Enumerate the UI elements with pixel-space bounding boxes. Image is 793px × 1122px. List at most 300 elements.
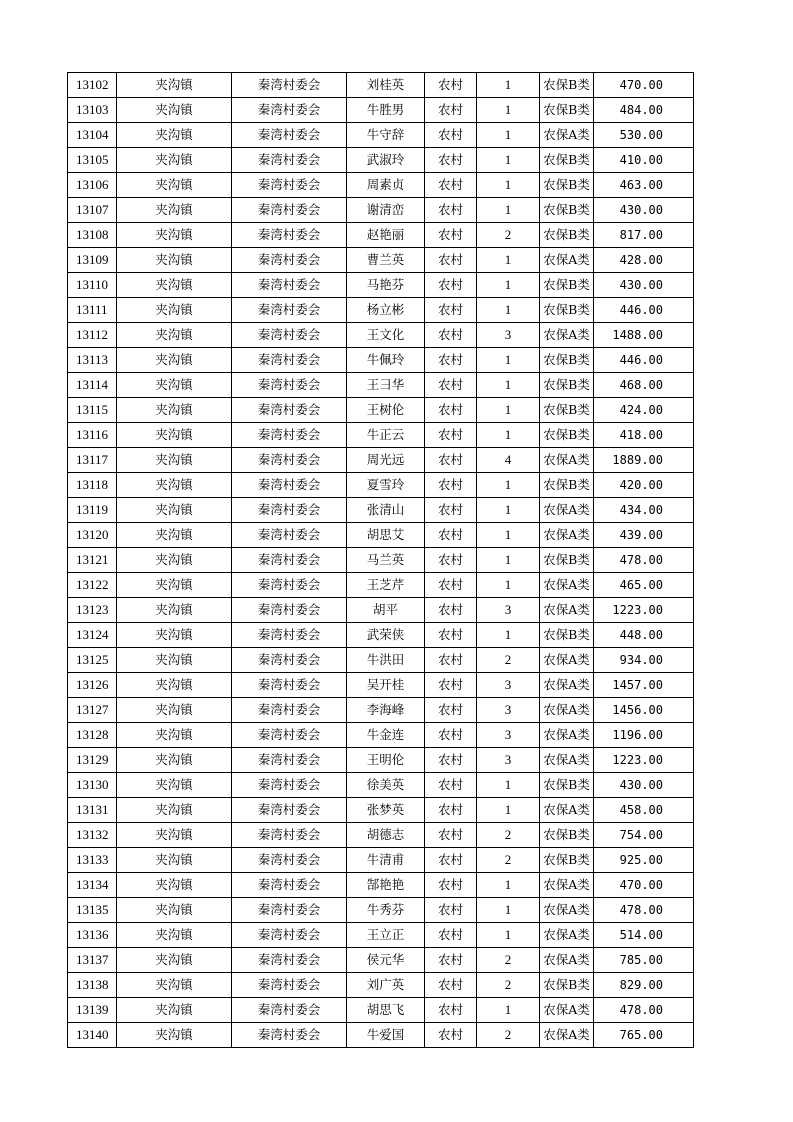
table-row xyxy=(68,348,694,373)
serial-number-cell: 13116 xyxy=(68,423,117,448)
serial-number-cell: 13133 xyxy=(68,848,117,873)
household-count-cell: 1 xyxy=(477,498,540,523)
amount-cell: 428.00 xyxy=(594,248,694,273)
category-cell: 农保A类 xyxy=(540,923,594,948)
person-name-cell: 王明伦 xyxy=(347,748,425,773)
area-type-cell: 农村 xyxy=(425,523,477,548)
table-row xyxy=(68,73,694,98)
area-type-cell: 农村 xyxy=(425,548,477,573)
household-count-cell: 1 xyxy=(477,98,540,123)
table-row xyxy=(68,948,694,973)
category-cell: 农保B类 xyxy=(540,973,594,998)
person-name-cell: 王立正 xyxy=(347,923,425,948)
serial-number-cell: 13136 xyxy=(68,923,117,948)
area-type-cell: 农村 xyxy=(425,573,477,598)
table-row xyxy=(68,898,694,923)
serial-number-cell: 13134 xyxy=(68,873,117,898)
person-name-cell: 张梦英 xyxy=(347,798,425,823)
household-count-cell: 1 xyxy=(477,373,540,398)
area-type-cell: 农村 xyxy=(425,598,477,623)
person-name-cell: 牛守辞 xyxy=(347,123,425,148)
amount-cell: 478.00 xyxy=(594,548,694,573)
amount-cell: 934.00 xyxy=(594,648,694,673)
town-cell: 夹沟镇 xyxy=(117,723,232,748)
amount-cell: 530.00 xyxy=(594,123,694,148)
person-name-cell: 曹兰英 xyxy=(347,248,425,273)
table-row xyxy=(68,498,694,523)
serial-number-cell: 13117 xyxy=(68,448,117,473)
category-cell: 农保B类 xyxy=(540,73,594,98)
person-name-cell: 牛爱国 xyxy=(347,1023,425,1048)
household-count-cell: 1 xyxy=(477,523,540,548)
amount-cell: 785.00 xyxy=(594,948,694,973)
person-name-cell: 王芝芹 xyxy=(347,573,425,598)
area-type-cell: 农村 xyxy=(425,673,477,698)
category-cell: 农保B类 xyxy=(540,423,594,448)
household-count-cell: 2 xyxy=(477,973,540,998)
table-row xyxy=(68,848,694,873)
town-cell: 夹沟镇 xyxy=(117,173,232,198)
serial-number-cell: 13138 xyxy=(68,973,117,998)
village-committee-cell: 秦湾村委会 xyxy=(232,223,347,248)
village-committee-cell: 秦湾村委会 xyxy=(232,348,347,373)
town-cell: 夹沟镇 xyxy=(117,573,232,598)
area-type-cell: 农村 xyxy=(425,898,477,923)
area-type-cell: 农村 xyxy=(425,748,477,773)
household-count-cell: 1 xyxy=(477,248,540,273)
category-cell: 农保A类 xyxy=(540,123,594,148)
table-row xyxy=(68,473,694,498)
area-type-cell: 农村 xyxy=(425,648,477,673)
amount-cell: 463.00 xyxy=(594,173,694,198)
town-cell: 夹沟镇 xyxy=(117,948,232,973)
area-type-cell: 农村 xyxy=(425,823,477,848)
serial-number-cell: 13132 xyxy=(68,823,117,848)
area-type-cell: 农村 xyxy=(425,873,477,898)
person-name-cell: 徐美英 xyxy=(347,773,425,798)
amount-cell: 478.00 xyxy=(594,898,694,923)
household-count-cell: 1 xyxy=(477,573,540,598)
village-committee-cell: 秦湾村委会 xyxy=(232,648,347,673)
category-cell: 农保B类 xyxy=(540,148,594,173)
village-committee-cell: 秦湾村委会 xyxy=(232,998,347,1023)
area-type-cell: 农村 xyxy=(425,848,477,873)
area-type-cell: 农村 xyxy=(425,473,477,498)
town-cell: 夹沟镇 xyxy=(117,598,232,623)
town-cell: 夹沟镇 xyxy=(117,923,232,948)
household-count-cell: 1 xyxy=(477,398,540,423)
category-cell: 农保A类 xyxy=(540,673,594,698)
table-row xyxy=(68,773,694,798)
table-row xyxy=(68,1023,694,1048)
amount-cell: 470.00 xyxy=(594,73,694,98)
amount-cell: 1457.00 xyxy=(594,673,694,698)
category-cell: 农保B类 xyxy=(540,373,594,398)
area-type-cell: 农村 xyxy=(425,698,477,723)
serial-number-cell: 13103 xyxy=(68,98,117,123)
town-cell: 夹沟镇 xyxy=(117,548,232,573)
village-committee-cell: 秦湾村委会 xyxy=(232,98,347,123)
town-cell: 夹沟镇 xyxy=(117,148,232,173)
serial-number-cell: 13107 xyxy=(68,198,117,223)
amount-cell: 1889.00 xyxy=(594,448,694,473)
category-cell: 农保A类 xyxy=(540,698,594,723)
household-count-cell: 1 xyxy=(477,923,540,948)
village-committee-cell: 秦湾村委会 xyxy=(232,823,347,848)
table-row xyxy=(68,623,694,648)
amount-cell: 1488.00 xyxy=(594,323,694,348)
person-name-cell: 胡德志 xyxy=(347,823,425,848)
area-type-cell: 农村 xyxy=(425,723,477,748)
amount-cell: 420.00 xyxy=(594,473,694,498)
category-cell: 农保A类 xyxy=(540,798,594,823)
person-name-cell: 周光远 xyxy=(347,448,425,473)
table-row xyxy=(68,298,694,323)
serial-number-cell: 13139 xyxy=(68,998,117,1023)
category-cell: 农保B类 xyxy=(540,773,594,798)
household-count-cell: 3 xyxy=(477,748,540,773)
town-cell: 夹沟镇 xyxy=(117,623,232,648)
table-row xyxy=(68,123,694,148)
household-count-cell: 2 xyxy=(477,948,540,973)
household-count-cell: 1 xyxy=(477,148,540,173)
amount-cell: 478.00 xyxy=(594,998,694,1023)
person-name-cell: 王彐华 xyxy=(347,373,425,398)
amount-cell: 765.00 xyxy=(594,1023,694,1048)
household-count-cell: 3 xyxy=(477,598,540,623)
amount-cell: 514.00 xyxy=(594,923,694,948)
amount-cell: 430.00 xyxy=(594,773,694,798)
household-count-cell: 1 xyxy=(477,873,540,898)
table-row xyxy=(68,698,694,723)
area-type-cell: 农村 xyxy=(425,73,477,98)
village-committee-cell: 秦湾村委会 xyxy=(232,473,347,498)
amount-cell: 470.00 xyxy=(594,873,694,898)
area-type-cell: 农村 xyxy=(425,948,477,973)
serial-number-cell: 13121 xyxy=(68,548,117,573)
table-row xyxy=(68,323,694,348)
serial-number-cell: 13119 xyxy=(68,498,117,523)
area-type-cell: 农村 xyxy=(425,123,477,148)
person-name-cell: 牛洪田 xyxy=(347,648,425,673)
person-name-cell: 王树伦 xyxy=(347,398,425,423)
town-cell: 夹沟镇 xyxy=(117,998,232,1023)
person-name-cell: 夏雪玲 xyxy=(347,473,425,498)
household-count-cell: 2 xyxy=(477,823,540,848)
village-committee-cell: 秦湾村委会 xyxy=(232,423,347,448)
amount-cell: 418.00 xyxy=(594,423,694,448)
category-cell: 农保A类 xyxy=(540,523,594,548)
village-committee-cell: 秦湾村委会 xyxy=(232,748,347,773)
amount-cell: 458.00 xyxy=(594,798,694,823)
category-cell: 农保A类 xyxy=(540,323,594,348)
household-count-cell: 1 xyxy=(477,273,540,298)
category-cell: 农保B类 xyxy=(540,298,594,323)
area-type-cell: 农村 xyxy=(425,198,477,223)
category-cell: 农保B类 xyxy=(540,548,594,573)
village-committee-cell: 秦湾村委会 xyxy=(232,723,347,748)
village-committee-cell: 秦湾村委会 xyxy=(232,873,347,898)
table-row xyxy=(68,98,694,123)
town-cell: 夹沟镇 xyxy=(117,498,232,523)
amount-cell: 410.00 xyxy=(594,148,694,173)
table-row xyxy=(68,748,694,773)
person-name-cell: 牛正云 xyxy=(347,423,425,448)
person-name-cell: 武淑玲 xyxy=(347,148,425,173)
serial-number-cell: 13108 xyxy=(68,223,117,248)
table-row xyxy=(68,248,694,273)
person-name-cell: 李海峰 xyxy=(347,698,425,723)
serial-number-cell: 13118 xyxy=(68,473,117,498)
table-row xyxy=(68,548,694,573)
category-cell: 农保A类 xyxy=(540,723,594,748)
amount-cell: 1196.00 xyxy=(594,723,694,748)
village-committee-cell: 秦湾村委会 xyxy=(232,598,347,623)
area-type-cell: 农村 xyxy=(425,798,477,823)
village-committee-cell: 秦湾村委会 xyxy=(232,848,347,873)
category-cell: 农保A类 xyxy=(540,248,594,273)
town-cell: 夹沟镇 xyxy=(117,848,232,873)
category-cell: 农保B类 xyxy=(540,173,594,198)
serial-number-cell: 13129 xyxy=(68,748,117,773)
town-cell: 夹沟镇 xyxy=(117,223,232,248)
village-committee-cell: 秦湾村委会 xyxy=(232,123,347,148)
serial-number-cell: 13122 xyxy=(68,573,117,598)
town-cell: 夹沟镇 xyxy=(117,398,232,423)
household-count-cell: 1 xyxy=(477,898,540,923)
serial-number-cell: 13111 xyxy=(68,298,117,323)
area-type-cell: 农村 xyxy=(425,498,477,523)
person-name-cell: 武荣侠 xyxy=(347,623,425,648)
area-type-cell: 农村 xyxy=(425,298,477,323)
town-cell: 夹沟镇 xyxy=(117,523,232,548)
table-row xyxy=(68,673,694,698)
category-cell: 农保A类 xyxy=(540,898,594,923)
town-cell: 夹沟镇 xyxy=(117,98,232,123)
serial-number-cell: 13106 xyxy=(68,173,117,198)
table-row xyxy=(68,573,694,598)
serial-number-cell: 13125 xyxy=(68,648,117,673)
amount-cell: 1223.00 xyxy=(594,598,694,623)
household-count-cell: 2 xyxy=(477,1023,540,1048)
town-cell: 夹沟镇 xyxy=(117,373,232,398)
category-cell: 农保B类 xyxy=(540,198,594,223)
amount-cell: 1456.00 xyxy=(594,698,694,723)
category-cell: 农保B类 xyxy=(540,473,594,498)
table-row xyxy=(68,648,694,673)
town-cell: 夹沟镇 xyxy=(117,348,232,373)
amount-cell: 925.00 xyxy=(594,848,694,873)
serial-number-cell: 13109 xyxy=(68,248,117,273)
table-row xyxy=(68,148,694,173)
town-cell: 夹沟镇 xyxy=(117,898,232,923)
category-cell: 农保B类 xyxy=(540,98,594,123)
category-cell: 农保B类 xyxy=(540,623,594,648)
table-row xyxy=(68,173,694,198)
category-cell: 农保B类 xyxy=(540,273,594,298)
town-cell: 夹沟镇 xyxy=(117,323,232,348)
table-row xyxy=(68,273,694,298)
serial-number-cell: 13124 xyxy=(68,623,117,648)
category-cell: 农保B类 xyxy=(540,348,594,373)
serial-number-cell: 13105 xyxy=(68,148,117,173)
serial-number-cell: 13128 xyxy=(68,723,117,748)
household-count-cell: 1 xyxy=(477,423,540,448)
village-committee-cell: 秦湾村委会 xyxy=(232,148,347,173)
town-cell: 夹沟镇 xyxy=(117,423,232,448)
area-type-cell: 农村 xyxy=(425,973,477,998)
household-count-cell: 4 xyxy=(477,448,540,473)
amount-cell: 1223.00 xyxy=(594,748,694,773)
amount-cell: 465.00 xyxy=(594,573,694,598)
village-committee-cell: 秦湾村委会 xyxy=(232,173,347,198)
household-count-cell: 3 xyxy=(477,673,540,698)
person-name-cell: 赵艳丽 xyxy=(347,223,425,248)
town-cell: 夹沟镇 xyxy=(117,248,232,273)
table-row xyxy=(68,973,694,998)
town-cell: 夹沟镇 xyxy=(117,448,232,473)
town-cell: 夹沟镇 xyxy=(117,673,232,698)
person-name-cell: 刘桂英 xyxy=(347,73,425,98)
town-cell: 夹沟镇 xyxy=(117,873,232,898)
table-row xyxy=(68,598,694,623)
serial-number-cell: 13135 xyxy=(68,898,117,923)
household-count-cell: 1 xyxy=(477,123,540,148)
village-committee-cell: 秦湾村委会 xyxy=(232,323,347,348)
category-cell: 农保B类 xyxy=(540,848,594,873)
serial-number-cell: 13115 xyxy=(68,398,117,423)
category-cell: 农保A类 xyxy=(540,998,594,1023)
person-name-cell: 马兰英 xyxy=(347,548,425,573)
serial-number-cell: 13114 xyxy=(68,373,117,398)
village-committee-cell: 秦湾村委会 xyxy=(232,698,347,723)
household-count-cell: 1 xyxy=(477,548,540,573)
household-count-cell: 1 xyxy=(477,73,540,98)
village-committee-cell: 秦湾村委会 xyxy=(232,448,347,473)
village-committee-cell: 秦湾村委会 xyxy=(232,498,347,523)
person-name-cell: 周素贞 xyxy=(347,173,425,198)
household-count-cell: 3 xyxy=(477,723,540,748)
town-cell: 夹沟镇 xyxy=(117,298,232,323)
category-cell: 农保A类 xyxy=(540,598,594,623)
area-type-cell: 农村 xyxy=(425,923,477,948)
table-row xyxy=(68,448,694,473)
person-name-cell: 杨立彬 xyxy=(347,298,425,323)
household-count-cell: 1 xyxy=(477,298,540,323)
person-name-cell: 牛金连 xyxy=(347,723,425,748)
person-name-cell: 牛清甫 xyxy=(347,848,425,873)
category-cell: 农保A类 xyxy=(540,498,594,523)
person-name-cell: 胡平 xyxy=(347,598,425,623)
category-cell: 农保A类 xyxy=(540,1023,594,1048)
person-name-cell: 谢清峦 xyxy=(347,198,425,223)
table-row xyxy=(68,723,694,748)
category-cell: 农保A类 xyxy=(540,573,594,598)
person-name-cell: 胡思飞 xyxy=(347,998,425,1023)
serial-number-cell: 13127 xyxy=(68,698,117,723)
amount-cell: 424.00 xyxy=(594,398,694,423)
serial-number-cell: 13140 xyxy=(68,1023,117,1048)
village-committee-cell: 秦湾村委会 xyxy=(232,373,347,398)
table-row xyxy=(68,398,694,423)
village-committee-cell: 秦湾村委会 xyxy=(232,898,347,923)
person-name-cell: 牛胜男 xyxy=(347,98,425,123)
person-name-cell: 牛佩玲 xyxy=(347,348,425,373)
category-cell: 农保B类 xyxy=(540,398,594,423)
household-count-cell: 2 xyxy=(477,223,540,248)
amount-cell: 754.00 xyxy=(594,823,694,848)
village-committee-cell: 秦湾村委会 xyxy=(232,798,347,823)
village-committee-cell: 秦湾村委会 xyxy=(232,398,347,423)
roster-body xyxy=(68,73,694,1048)
category-cell: 农保A类 xyxy=(540,873,594,898)
household-count-cell: 1 xyxy=(477,473,540,498)
village-committee-cell: 秦湾村委会 xyxy=(232,1023,347,1048)
village-committee-cell: 秦湾村委会 xyxy=(232,273,347,298)
table-row xyxy=(68,798,694,823)
area-type-cell: 农村 xyxy=(425,248,477,273)
village-committee-cell: 秦湾村委会 xyxy=(232,973,347,998)
person-name-cell: 王文化 xyxy=(347,323,425,348)
town-cell: 夹沟镇 xyxy=(117,748,232,773)
amount-cell: 439.00 xyxy=(594,523,694,548)
household-count-cell: 1 xyxy=(477,348,540,373)
amount-cell: 430.00 xyxy=(594,198,694,223)
area-type-cell: 农村 xyxy=(425,373,477,398)
household-count-cell: 1 xyxy=(477,198,540,223)
household-count-cell: 1 xyxy=(477,998,540,1023)
category-cell: 农保A类 xyxy=(540,948,594,973)
area-type-cell: 农村 xyxy=(425,98,477,123)
category-cell: 农保B类 xyxy=(540,223,594,248)
amount-cell: 817.00 xyxy=(594,223,694,248)
amount-cell: 448.00 xyxy=(594,623,694,648)
village-committee-cell: 秦湾村委会 xyxy=(232,923,347,948)
person-name-cell: 侯元华 xyxy=(347,948,425,973)
area-type-cell: 农村 xyxy=(425,423,477,448)
area-type-cell: 农村 xyxy=(425,398,477,423)
area-type-cell: 农村 xyxy=(425,173,477,198)
area-type-cell: 农村 xyxy=(425,348,477,373)
town-cell: 夹沟镇 xyxy=(117,973,232,998)
household-count-cell: 2 xyxy=(477,848,540,873)
person-name-cell: 牛秀芬 xyxy=(347,898,425,923)
table-row xyxy=(68,923,694,948)
village-committee-cell: 秦湾村委会 xyxy=(232,523,347,548)
person-name-cell: 吴开桂 xyxy=(347,673,425,698)
person-name-cell: 郜艳艳 xyxy=(347,873,425,898)
person-name-cell: 胡思艾 xyxy=(347,523,425,548)
amount-cell: 430.00 xyxy=(594,273,694,298)
amount-cell: 484.00 xyxy=(594,98,694,123)
category-cell: 农保A类 xyxy=(540,448,594,473)
village-committee-cell: 秦湾村委会 xyxy=(232,948,347,973)
category-cell: 农保B类 xyxy=(540,823,594,848)
village-committee-cell: 秦湾村委会 xyxy=(232,198,347,223)
serial-number-cell: 13112 xyxy=(68,323,117,348)
town-cell: 夹沟镇 xyxy=(117,273,232,298)
person-name-cell: 张清山 xyxy=(347,498,425,523)
area-type-cell: 农村 xyxy=(425,448,477,473)
household-count-cell: 1 xyxy=(477,798,540,823)
serial-number-cell: 13126 xyxy=(68,673,117,698)
village-committee-cell: 秦湾村委会 xyxy=(232,773,347,798)
serial-number-cell: 13104 xyxy=(68,123,117,148)
village-committee-cell: 秦湾村委会 xyxy=(232,623,347,648)
serial-number-cell: 13102 xyxy=(68,73,117,98)
village-committee-cell: 秦湾村委会 xyxy=(232,73,347,98)
amount-cell: 434.00 xyxy=(594,498,694,523)
